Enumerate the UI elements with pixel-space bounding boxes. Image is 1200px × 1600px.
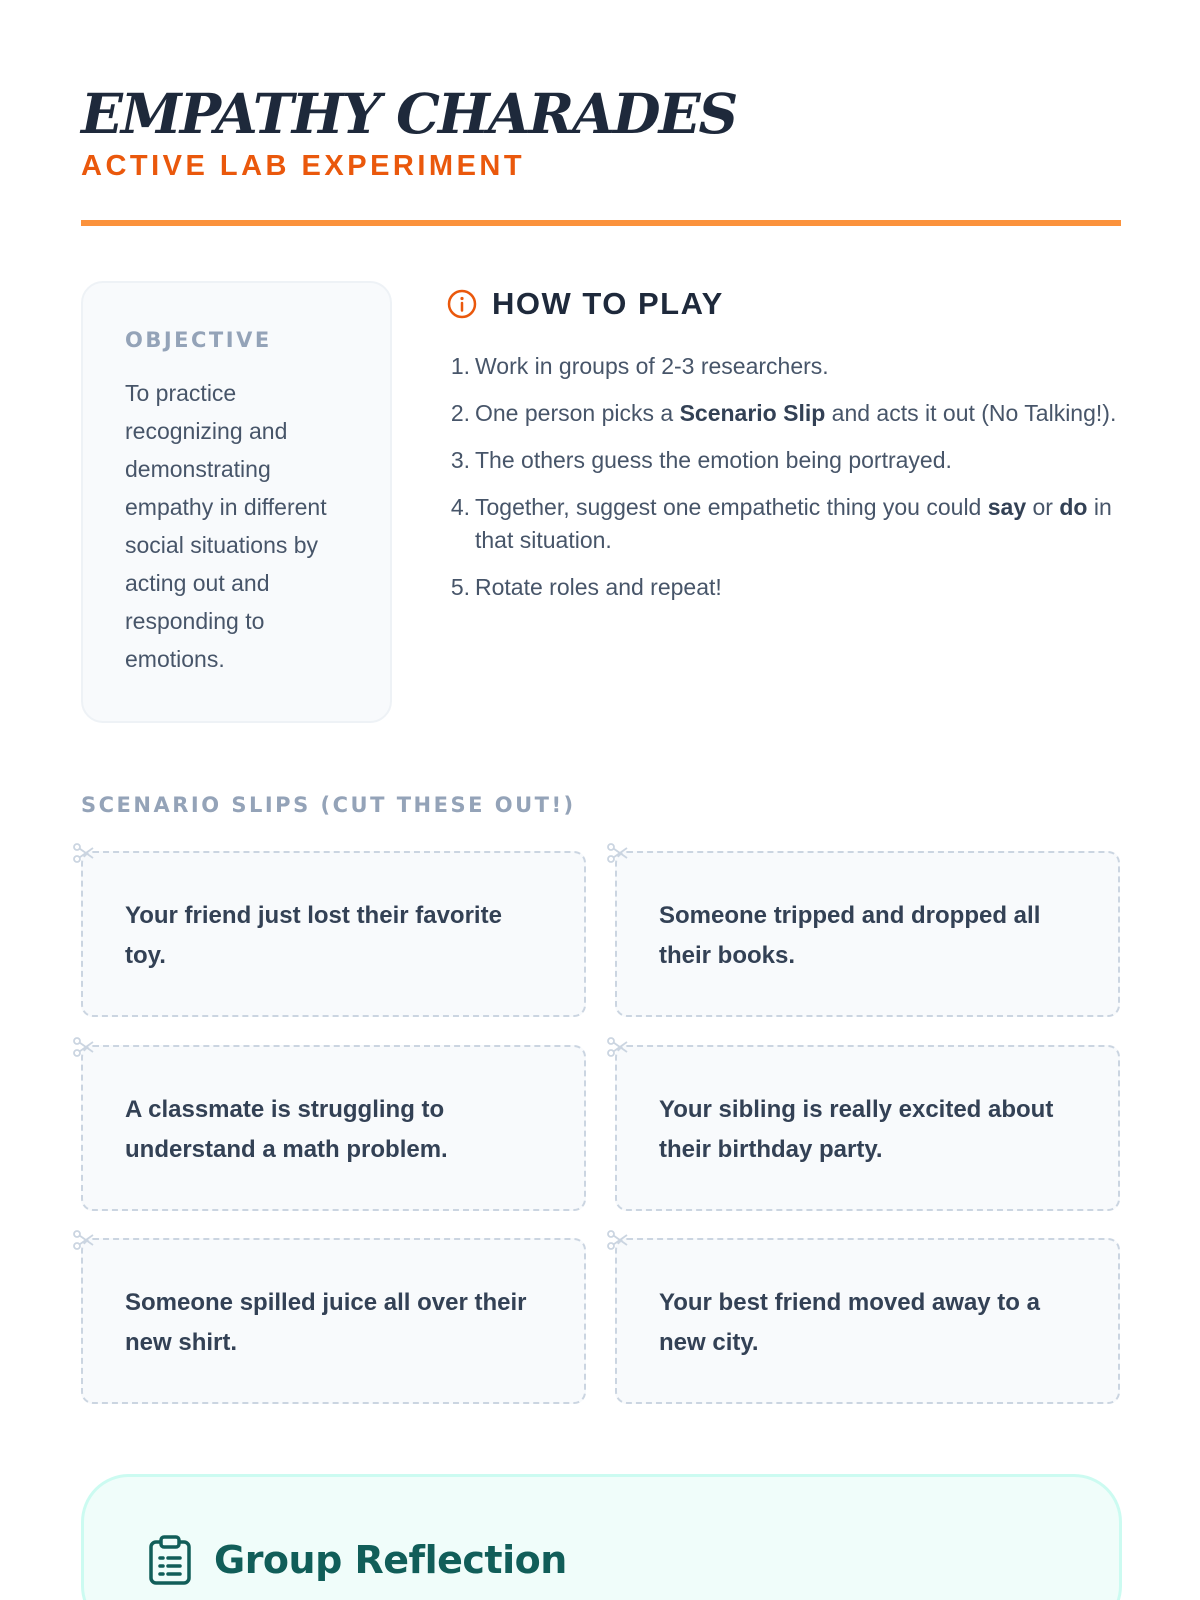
info-circle-icon <box>446 288 478 320</box>
scenario-slip[interactable] <box>81 1045 586 1211</box>
step-number: 3. <box>450 447 470 473</box>
group-reflection-card <box>81 1474 1122 1600</box>
scissors-icon <box>72 1035 96 1059</box>
objective-label: OBJECTIVE <box>125 328 272 352</box>
how-to-play-title: HOW TO PLAY <box>492 286 724 321</box>
step-text: Rotate roles and repeat! <box>475 574 722 600</box>
emphasis: Scenario Slip <box>679 400 826 426</box>
scenario-slip[interactable] <box>81 851 586 1017</box>
step-number: 1. <box>450 353 470 379</box>
step-text: Together, suggest one empathetic thing you could say or do in that situation. <box>475 494 1112 553</box>
objective-card <box>81 281 392 723</box>
step-text: The others guess the emotion being portrayed. <box>475 447 952 473</box>
group-reflection-title: Group Reflection <box>214 1538 567 1582</box>
scissors-icon <box>72 841 96 865</box>
step-number: 4. <box>450 494 470 520</box>
group-reflection-header <box>148 1535 567 1585</box>
page-title: EMPATHY CHARADES <box>81 81 737 146</box>
scenario-slip[interactable] <box>615 1238 1120 1404</box>
step-item <box>446 444 1136 477</box>
scenario-slip[interactable] <box>615 851 1120 1017</box>
step-number: 2. <box>450 400 470 426</box>
objective-text: To practice recognizing and demonstrating empathy in different social situations by acting out and responding to emotions. <box>125 380 327 672</box>
header-divider <box>81 220 1121 226</box>
slip-text: Someone spilled juice all over their new shirt. <box>125 1289 527 1356</box>
page-header <box>81 82 736 184</box>
scissors-icon <box>606 841 630 865</box>
step-text: Work in groups of 2-3 researchers. <box>475 353 829 379</box>
page-subtitle: ACTIVE LAB EXPERIMENT <box>81 150 526 182</box>
step-text: One person picks a Scenario Slip and acts it out (No Talking!). <box>475 400 1117 426</box>
emphasis: say <box>987 494 1027 520</box>
scenario-slip[interactable] <box>615 1045 1120 1211</box>
step-item <box>446 491 1136 557</box>
scenario-slip[interactable] <box>81 1238 586 1404</box>
step-item <box>446 571 1136 604</box>
clipboard-icon <box>148 1535 192 1585</box>
emphasis: do <box>1059 494 1088 520</box>
step-item <box>446 350 1136 383</box>
how-to-play-section <box>446 284 1136 618</box>
slip-text: Your best friend moved away to a new city. <box>659 1289 1040 1356</box>
slip-text: Your friend just lost their favorite toy. <box>125 902 502 969</box>
scissors-icon <box>606 1035 630 1059</box>
how-to-play-header <box>446 284 1136 324</box>
step-number: 5. <box>450 574 470 600</box>
scissors-icon <box>606 1228 630 1252</box>
scissors-icon <box>72 1228 96 1252</box>
slip-text: Your sibling is really excited about their birthday party. <box>659 1096 1054 1163</box>
scenario-slips-label: SCENARIO SLIPS (CUT THESE OUT!) <box>81 793 576 817</box>
steps-list <box>446 350 1136 604</box>
slip-text: A classmate is struggling to understand a math problem. <box>125 1096 448 1163</box>
slip-text: Someone tripped and dropped all their books. <box>659 902 1041 969</box>
step-item <box>446 397 1136 430</box>
